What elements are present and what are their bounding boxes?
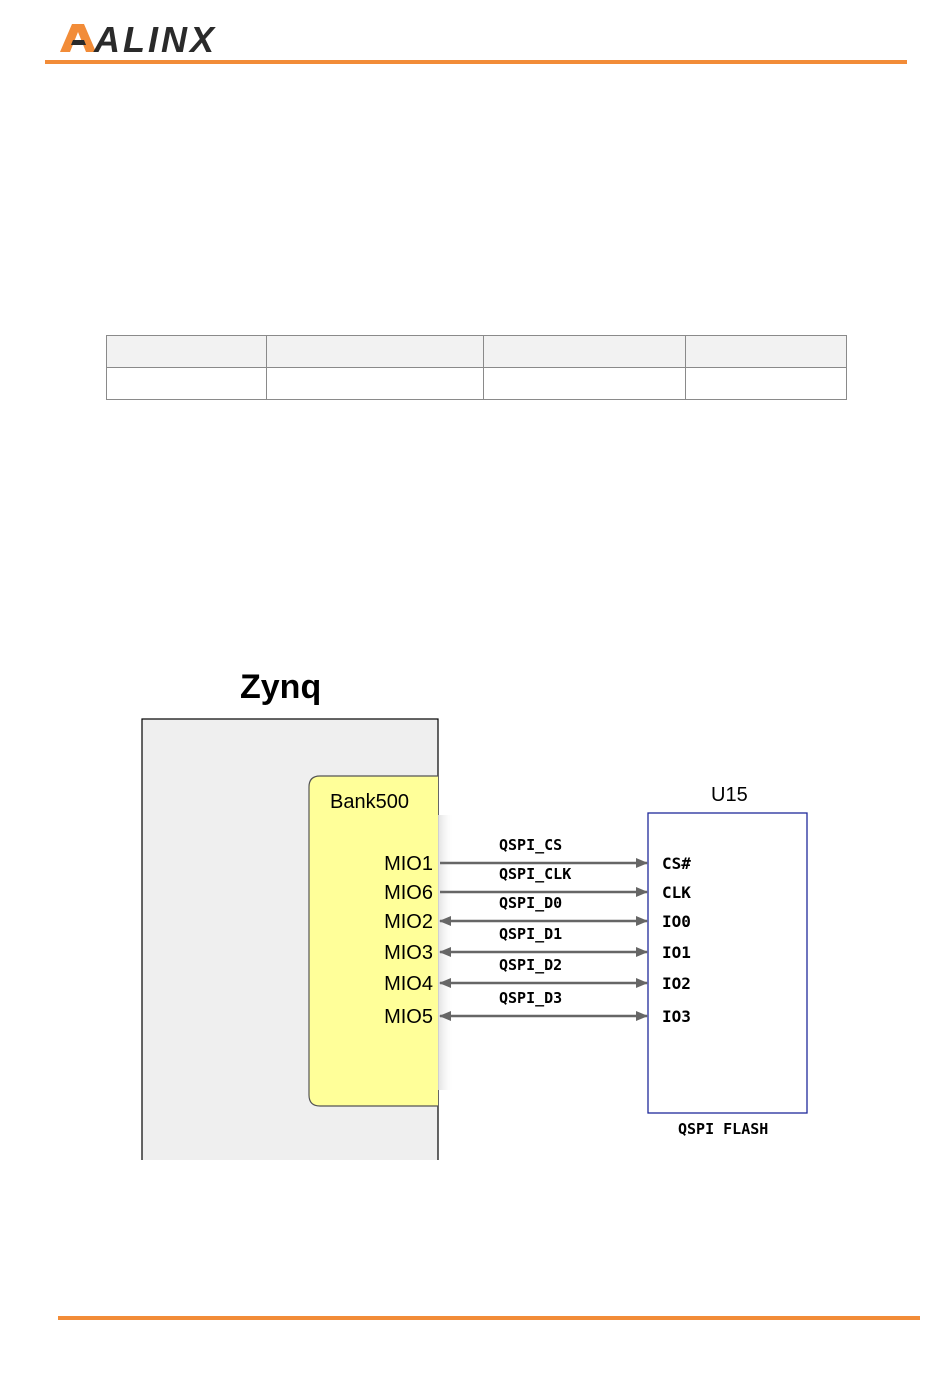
bank500-box xyxy=(309,776,438,1106)
signal-label: QSPI_D1 xyxy=(499,925,563,943)
flash-pin-label: IO3 xyxy=(662,1007,691,1026)
spec-table xyxy=(106,335,847,400)
table-cell xyxy=(686,336,847,368)
flash-pin-label: CLK xyxy=(662,883,691,902)
zynq-title: Zynq xyxy=(240,668,322,706)
mio-label: MIO6 xyxy=(384,882,433,904)
signal-label: QSPI_CS xyxy=(499,836,563,854)
signal-label: QSPI_CLK xyxy=(499,865,572,883)
flash-pin-label: IO1 xyxy=(662,943,691,962)
mio-label: MIO2 xyxy=(384,911,433,933)
footer-rule xyxy=(58,1316,920,1320)
table-cell xyxy=(267,368,484,400)
qspi-diagram xyxy=(0,640,950,1160)
flash-pin-label: IO0 xyxy=(662,912,691,931)
signal-label: QSPI_D0 xyxy=(499,894,563,912)
mio-label: MIO3 xyxy=(384,942,433,964)
flash-ref: U15 xyxy=(711,784,748,806)
table-cell xyxy=(686,368,847,400)
alinx-logo xyxy=(58,18,228,58)
flash-pin-label: CS# xyxy=(662,854,691,873)
header-rule xyxy=(45,60,907,64)
signal-label: QSPI_D2 xyxy=(499,956,563,974)
flash-pin-label: IO2 xyxy=(662,974,691,993)
mio-label: MIO1 xyxy=(384,853,433,875)
table-cell xyxy=(267,336,484,368)
bank-label: Bank500 xyxy=(330,791,409,813)
mio-label: MIO5 xyxy=(384,1006,433,1028)
flash-caption: QSPI FLASH xyxy=(678,1120,769,1138)
table-cell xyxy=(484,368,686,400)
signal-label: QSPI_D3 xyxy=(499,989,563,1007)
table-cell xyxy=(107,336,267,368)
table-cell xyxy=(107,368,267,400)
logo-text: ALINX xyxy=(94,19,217,58)
mio-label: MIO4 xyxy=(384,973,433,995)
table-header-row xyxy=(107,336,847,368)
table-cell xyxy=(484,336,686,368)
table-row xyxy=(107,368,847,400)
logo-mark-icon xyxy=(60,24,96,52)
